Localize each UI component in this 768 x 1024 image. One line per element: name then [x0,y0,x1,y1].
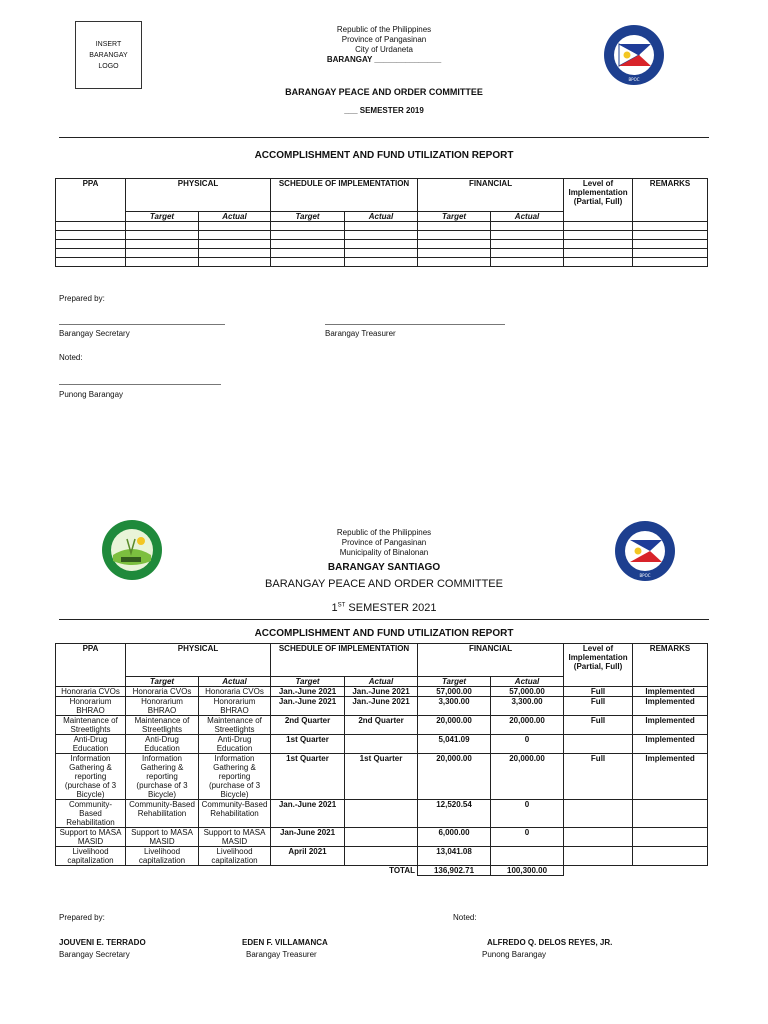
table-cell-sa: 1st Quarter [345,754,418,800]
table-cell-fa: 0 [491,735,564,754]
table-cell-fa: 20,000.00 [491,754,564,800]
table-cell-level: Full [564,754,633,800]
table-cell-sa [345,828,418,847]
punong-name: ALFREDO Q. DELOS REYES, JR. [487,938,613,947]
table-cell-remarks [633,800,708,828]
barangay-santiago-logo-icon [101,519,163,581]
table-cell-ft: 3,300.00 [418,697,491,716]
table-cell-fa [491,847,564,866]
table-row [56,847,708,866]
punong-signature-line [59,384,221,385]
report2-noted: Noted: [453,913,477,922]
table-cell-pt: Community-Based Rehabilitation [126,800,199,828]
table-cell-ppa: Anti-Drug Education [56,735,126,754]
report2-punong-label: Punong Barangay [482,950,547,959]
report1-secretary-label: Barangay Secretary [59,329,130,338]
table-cell-fa: 0 [491,800,564,828]
table-row [56,828,708,847]
report1-treasurer-label: Barangay Treasurer [325,329,396,338]
table-cell-sa: Jan.-June 2021 [345,697,418,716]
report2-prepared-by: Prepared by: [59,913,105,922]
table-cell-st: Jan.-June 2021 [271,800,345,828]
table-cell-ft: 20,000.00 [418,754,491,800]
table-cell-st: 1st Quarter [271,754,345,800]
table-row [56,754,708,800]
svg-text:BPOC: BPOC [628,77,640,82]
col-level: Level of Implementation (Partial, Full) [564,179,633,222]
secretary-signature-line [59,324,225,325]
table-row [56,687,708,697]
col-ppa: PPA [56,179,126,222]
table-cell-sa [345,800,418,828]
report1-title: ACCOMPLISHMENT AND FUND UTILIZATION REPORT [254,150,514,161]
table-cell-remarks: Implemented [633,754,708,800]
table-row [56,249,708,258]
table-cell-sa: 2nd Quarter [345,716,418,735]
table-cell-pa: Honorarium BHRAO [199,697,271,716]
report2-committee: BARANGAY PEACE AND ORDER COMMITTEE [265,578,503,590]
table-cell-ppa: Honoraria CVOs [56,687,126,697]
table-cell-pt: Honorarium BHRAO [126,697,199,716]
table-cell-level [564,800,633,828]
table-row [56,716,708,735]
table-cell-st: 1st Quarter [271,735,345,754]
report1-noted: Noted: [59,353,83,362]
table-row [56,240,708,249]
report2-barangay: BARANGAY SANTIAGO [327,562,441,573]
report1-table: PPA PHYSICAL SCHEDULE OF IMPLEMENTATION FINANCIAL Level of Implementation (Partial, Full) REMARKS Target Actual Target Actual Target Actual [55,178,708,267]
table-cell-level [564,735,633,754]
table-cell-ppa: Information Gathering & reporting (purchase of 3 Bicycle) [56,754,126,800]
table-cell-level: Full [564,716,633,735]
table-cell-ppa: Livelihood capitalization [56,847,126,866]
table-cell-level [564,847,633,866]
table-cell-fa: 3,300.00 [491,697,564,716]
table-cell-pt: Maintenance of Streetlights [126,716,199,735]
table-cell-fa: 57,000.00 [491,687,564,697]
table-cell-sa [345,735,418,754]
report1-header: Republic of the Philippines Province of Pangasinan City of Urdaneta BARANGAY _______________ [326,25,442,64]
table-cell-pa: Support to MASA MASID [199,828,271,847]
table-cell-pa: Livelihood capitalization [199,847,271,866]
report1-divider [59,137,709,138]
table-row [56,800,708,828]
table-cell-level: Full [564,687,633,697]
table-cell-level: Full [564,697,633,716]
report2-divider [59,619,709,620]
table-cell-pt: Support to MASA MASID [126,828,199,847]
table-cell-pa: Maintenance of Streetlights [199,716,271,735]
table-cell-pt: Honoraria CVOs [126,687,199,697]
table-cell-ft: 20,000.00 [418,716,491,735]
bpoc-seal-icon-2 [614,520,676,582]
col-financial: FINANCIAL [418,179,564,212]
report2-header: Republic of the Philippines Province of Pangasinan Municipality of Binalonan [336,528,432,557]
table-cell-pt: Livelihood capitalization [126,847,199,866]
report2-treasurer-label: Barangay Treasurer [246,950,317,959]
table-cell-remarks: Implemented [633,697,708,716]
table-cell-st: Jan-June 2021 [271,828,345,847]
table-cell-sa [345,847,418,866]
report2-semester: 1ST SEMESTER 2021 [331,602,437,614]
col-schedule: SCHEDULE OF IMPLEMENTATION [271,179,418,212]
table-cell-pa: Honoraria CVOs [199,687,271,697]
table-cell-ppa: Community-Based Rehabilitation [56,800,126,828]
table-row [56,222,708,231]
table-cell-sa: Jan.-June 2021 [345,687,418,697]
svg-text:BPOC: BPOC [639,573,651,578]
table-cell-ppa: Maintenance of Streetlights [56,716,126,735]
secretary-name: JOUVENI E. TERRADO [59,938,146,947]
table-cell-ft: 6,000.00 [418,828,491,847]
table-cell-level [564,828,633,847]
table-cell-ft: 13,041.08 [418,847,491,866]
table-cell-st: Jan.-June 2021 [271,697,345,716]
report1-committee: BARANGAY PEACE AND ORDER COMMITTEE [285,87,483,97]
report1-punong-label: Punong Barangay [59,390,124,399]
total-row: TOTAL 136,902.71 100,300.00 [56,866,708,876]
table-cell-st: Jan.-June 2021 [271,687,345,697]
table-cell-fa: 0 [491,828,564,847]
table-cell-remarks [633,828,708,847]
table-cell-ppa: Honorarium BHRAO [56,697,126,716]
table-row [56,697,708,716]
table-row [56,735,708,754]
table-cell-pt: Anti-Drug Education [126,735,199,754]
table-cell-ppa: Support to MASA MASID [56,828,126,847]
table-cell-ft: 57,000.00 [418,687,491,697]
treasurer-signature-line [325,324,505,325]
report2-table: PPA PHYSICAL SCHEDULE OF IMPLEMENTATION FINANCIAL Level of Implementation (Partial, Full) REMARKS Target Actual Target Actual Target Actual Honoraria CVOs Honoraria CVOs Honoraria CVOs Jan.-June 2021 Jan.-June 2021 57,000.00 57,000.00 Full Implemented Honorarium BHRAO Honorarium BHRAO Honorarium BHRAO Jan.-June 2021 Jan.-June 2021 3,300.00 3,300.00 Full Implemented Maintenance of Streetlights Maintenance of Streetlights Maintenance of Streetlights 2nd Quarter 2nd Quarter 20,000.00 20,000.00 Full Implemented Anti-Drug Education Anti-Drug Education Anti-Drug Education 1st Quarter 5,041.09 0 Implemented Information Gathering & reporting (purchase of 3 Bicycle) Information Gathering & reporting (purchase of 3 Bicycle) Information Gathering & reporting (purchase of 3 Bicycle) 1st Quarter 1st Quarter 20,000.00 20,000.00 Full Implemented Community-Based Rehabilitation Community-Based Rehabilitation Community-Based Rehabilitation Jan.-June 2021 12,520.54 0 Support to MASA MASID Support to MASA MASID Support to MASA MASID Jan-June 2021 6,000.00 0 Livelihood capitalization Livelihood capitalization Livelihood capitalization April 2021 13,041.08 TOTAL 136,902.71 100,300.00 [55,643,708,876]
table-cell-pt: Information Gathering & reporting (purchase of 3 Bicycle) [126,754,199,800]
table-cell-remarks: Implemented [633,735,708,754]
report2-title: ACCOMPLISHMENT AND FUND UTILIZATION REPORT [254,628,514,639]
table-cell-st: April 2021 [271,847,345,866]
treasurer-name: EDEN F. VILLAMANCA [242,938,328,947]
table-cell-ft: 5,041.09 [418,735,491,754]
report1-semester: ___ SEMESTER 2019 [344,106,424,115]
table-cell-remarks: Implemented [633,716,708,735]
table-cell-ft: 12,520.54 [418,800,491,828]
table-row [56,258,708,267]
bpoc-seal-icon [603,24,665,86]
col-physical: PHYSICAL [126,179,271,212]
table-cell-pa: Anti-Drug Education [199,735,271,754]
col-remarks: REMARKS [633,179,708,222]
insert-logo-placeholder: INSERT BARANGAY LOGO [75,21,142,89]
table-cell-pa: Information Gathering & reporting (purchase of 3 Bicycle) [199,754,271,800]
table-cell-st: 2nd Quarter [271,716,345,735]
report2-secretary-label: Barangay Secretary [59,950,130,959]
table-cell-remarks [633,847,708,866]
table-cell-remarks: Implemented [633,687,708,697]
report1-prepared-by: Prepared by: [59,294,105,303]
table-row [56,231,708,240]
table-cell-fa: 20,000.00 [491,716,564,735]
table-cell-pa: Community-Based Rehabilitation [199,800,271,828]
